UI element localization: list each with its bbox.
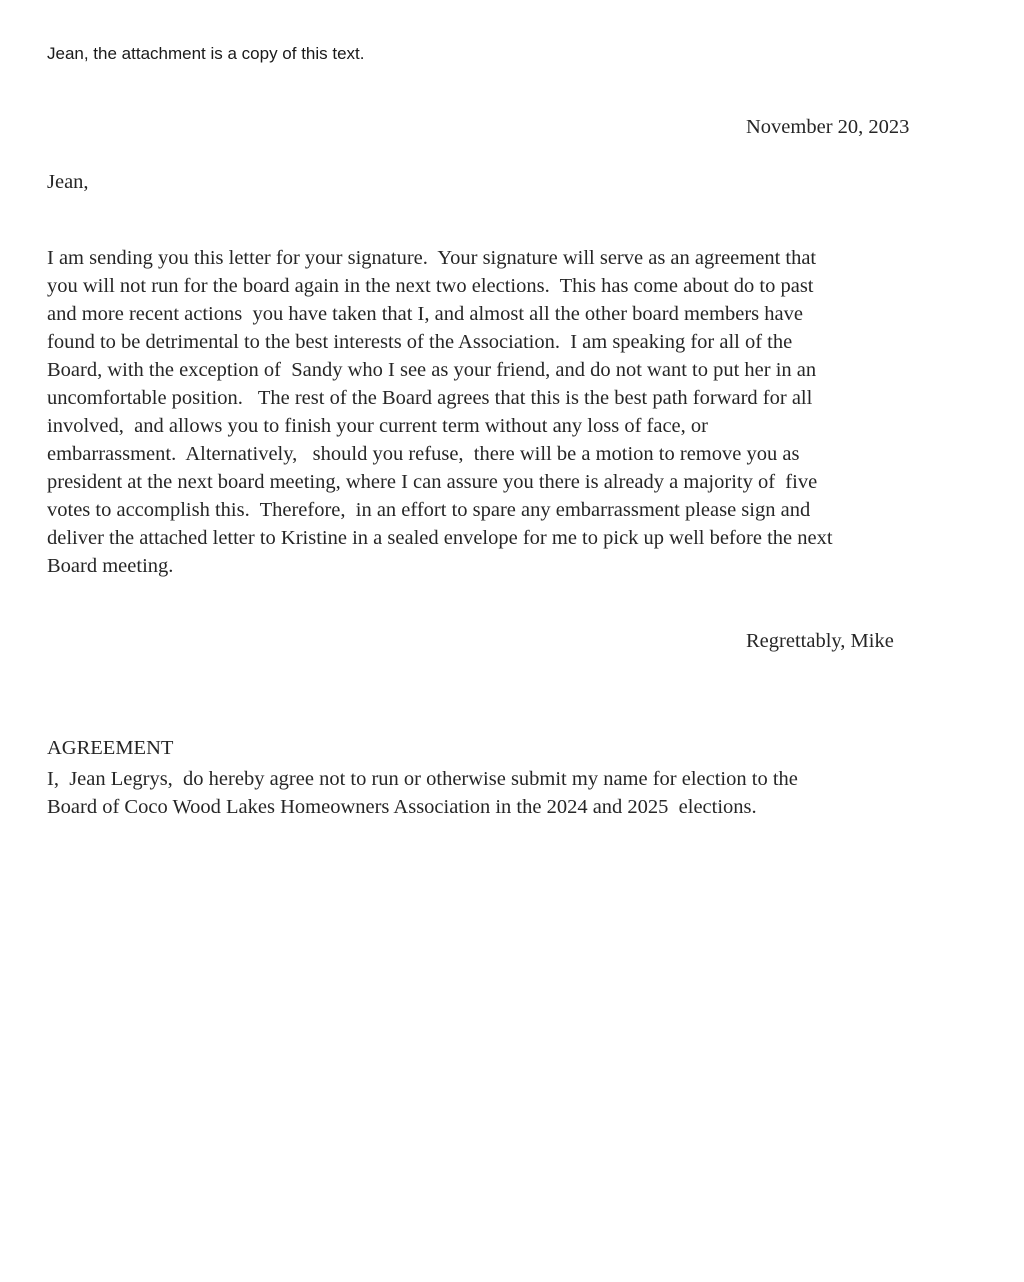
body-line: you will not run for the board again in the next two elections. This has come about do to past <box>47 275 814 297</box>
letter-salutation: Jean, <box>47 171 89 193</box>
letter-body <box>47 244 833 580</box>
agreement-line: Board of Coco Wood Lakes Homeowners Association in the 2024 and 2025 elections. <box>47 796 757 818</box>
body-line: Board meeting. <box>47 555 174 577</box>
body-line: found to be detrimental to the best interests of the Association. I am speaking for all of the <box>47 331 793 353</box>
agreement-text <box>47 765 798 821</box>
body-line: votes to accomplish this. Therefore, in an effort to spare any embarrassment please sign and <box>47 499 811 521</box>
attachment-note: Jean, the attachment is a copy of this text. <box>47 44 365 63</box>
body-line: deliver the attached letter to Kristine in a sealed envelope for me to pick up well before the next <box>47 527 833 549</box>
body-line: involved, and allows you to finish your current term without any loss of face, or <box>47 415 708 437</box>
letter-closing: Regrettably, Mike <box>746 630 894 652</box>
body-line: I am sending you this letter for your signature. Your signature will serve as an agreement that <box>47 247 817 269</box>
body-line: Board, with the exception of Sandy who I see as your friend, and do not want to put her in an <box>47 359 817 381</box>
body-line: and more recent actions you have taken that I, and almost all the other board members have <box>47 303 803 325</box>
body-line: uncomfortable position. The rest of the Board agrees that this is the best path forward for all <box>47 387 813 409</box>
letter-date: November 20, 2023 <box>746 116 910 138</box>
body-line: embarrassment. Alternatively, should you refuse, there will be a motion to remove you as <box>47 443 800 465</box>
agreement-line: I, Jean Legrys, do hereby agree not to run or otherwise submit my name for election to the <box>47 768 798 790</box>
body-line: president at the next board meeting, where I can assure you there is already a majority of five <box>47 471 818 493</box>
agreement-heading: AGREEMENT <box>47 737 174 759</box>
